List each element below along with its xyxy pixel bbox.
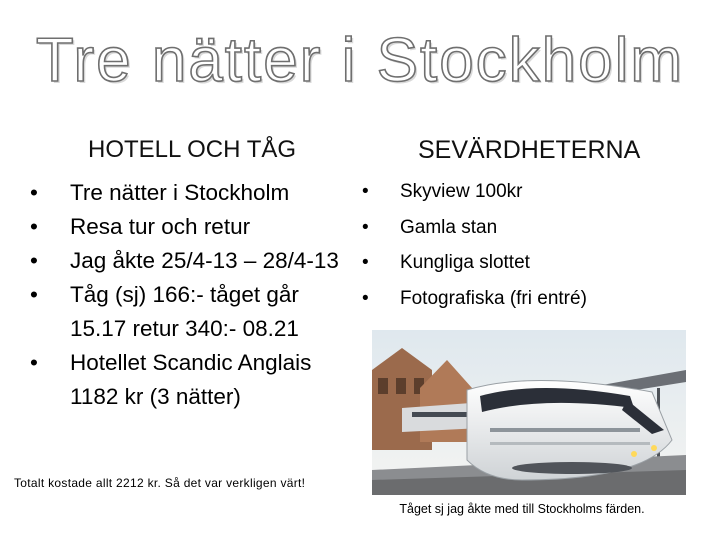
list-item: • Tåg (sj) 166:- tåget går 15.17 retur 340:- 08.21 (30, 278, 348, 346)
list-item: • Resa tur och retur (30, 210, 348, 244)
right-bullet-list (362, 174, 692, 316)
list-item: • Kungliga slottet (362, 245, 692, 281)
train-photo (372, 330, 686, 495)
left-heading: HOTELL OCH TÅG (88, 136, 297, 163)
slide-title: Tre nätter i Stockholm (35, 26, 685, 95)
total-cost-note: Totalt kostade allt 2212 kr. Så det var verkligen värt! (14, 476, 306, 490)
list-item: • Gamla stan (362, 210, 692, 246)
list-item: • Tre nätter i Stockholm (30, 176, 348, 210)
list-item: • Fotografiska (fri entré) (362, 281, 692, 317)
right-heading: SEVÄRDHETERNA (418, 136, 641, 164)
list-item: • Jag åkte 25/4-13 – 28/4-13 (30, 244, 348, 278)
list-item: • Hotellet Scandic Anglais 1182 kr (3 nätter) (30, 346, 348, 414)
left-bullet-list (30, 176, 348, 414)
train-photo-caption: Tåget sj jag åkte med till Stockholms färden. (399, 502, 645, 516)
list-item: • Skyview 100kr (362, 174, 692, 210)
